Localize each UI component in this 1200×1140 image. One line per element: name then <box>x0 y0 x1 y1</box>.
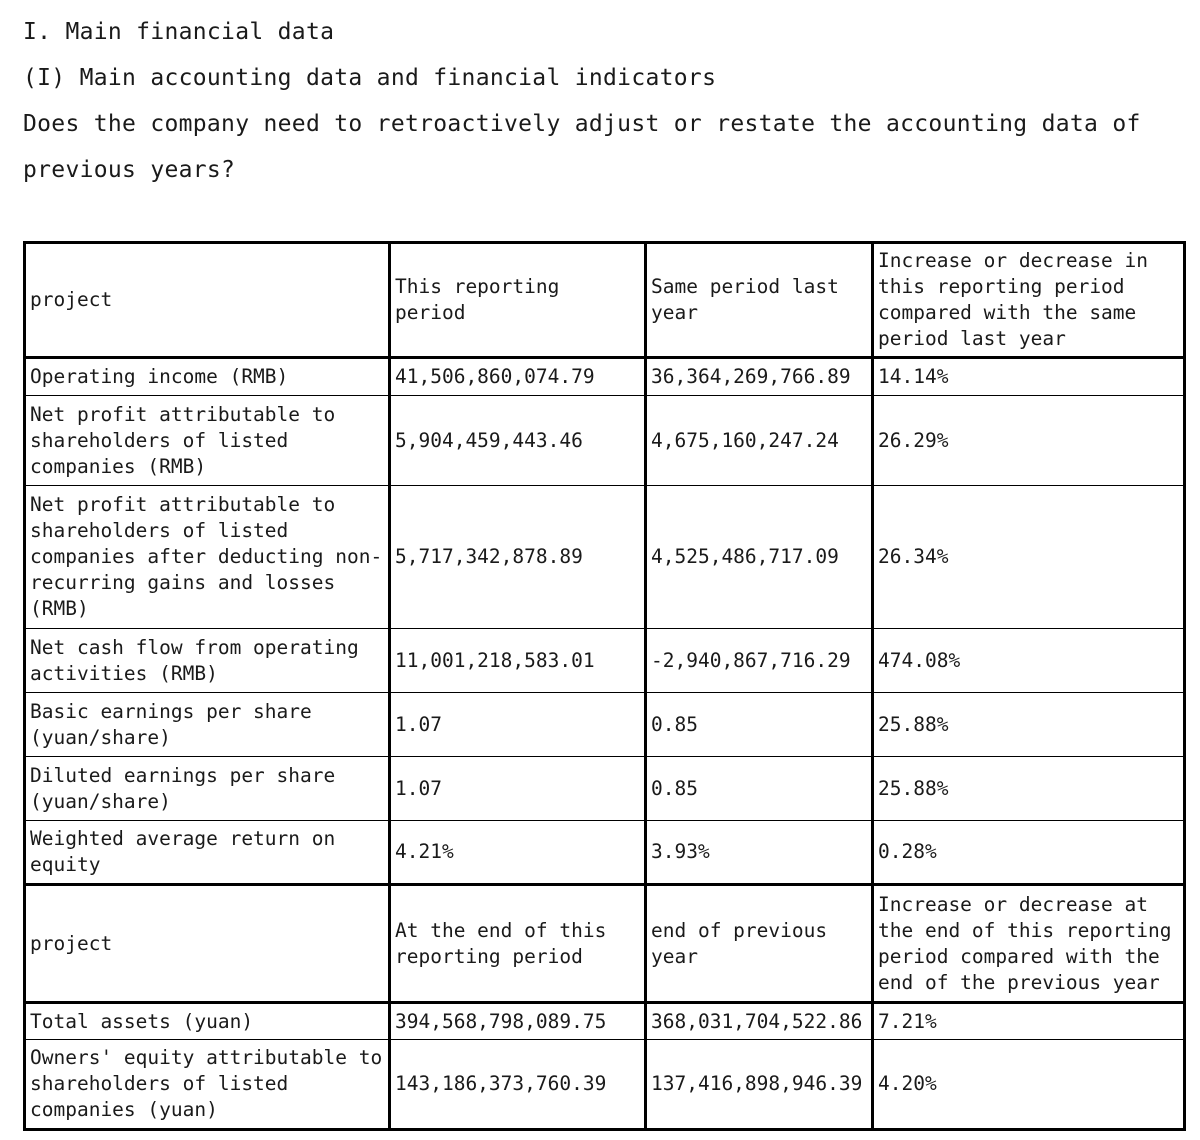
row-change: 474.08% <box>873 629 1185 693</box>
row-end-this-period: 143,186,373,760.39 <box>390 1040 646 1130</box>
row-this-period: 11,001,218,583.01 <box>390 629 646 693</box>
row-last-year: 4,525,486,717.09 <box>646 486 873 629</box>
row-item: Net profit attributable to shareholders of listed companies after deducting non-recurring gains and losses (RMB) <box>25 486 390 629</box>
restate-question-line-1: Does the company need to retroactively adjust or restate the accounting data of <box>23 111 1141 137</box>
row-this-period: 5,717,342,878.89 <box>390 486 646 629</box>
header-end-this-period: At the end of this reporting period <box>390 885 646 1003</box>
header-change: Increase or decrease at the end of this reporting period compared with the end of the previous year <box>873 885 1185 1003</box>
row-item: Operating income (RMB) <box>25 358 390 396</box>
table-row <box>25 486 1185 629</box>
row-change: 0.28% <box>873 821 1185 885</box>
header-this-period: This reporting period <box>390 243 646 358</box>
row-last-year: 3.93% <box>646 821 873 885</box>
row-item: Net profit attributable to shareholders of listed companies (RMB) <box>25 396 390 486</box>
header-project: project <box>25 885 390 1003</box>
header-same-period-last-year: Same period last year <box>646 243 873 358</box>
row-change: 25.88% <box>873 757 1185 821</box>
table-row <box>25 757 1185 821</box>
row-end-previous-year: 137,416,898,946.39 <box>646 1040 873 1130</box>
row-end-this-period: 394,568,798,089.75 <box>390 1003 646 1040</box>
table-row <box>25 1003 1185 1040</box>
row-last-year: 0.85 <box>646 757 873 821</box>
row-change: 7.21% <box>873 1003 1185 1040</box>
header-change: Increase or decrease in this reporting period compared with the same period last year <box>873 243 1185 358</box>
row-change: 4.20% <box>873 1040 1185 1130</box>
row-change: 25.88% <box>873 693 1185 757</box>
table-row <box>25 693 1185 757</box>
row-item: Weighted average return on equity <box>25 821 390 885</box>
row-change: 14.14% <box>873 358 1185 396</box>
row-this-period: 4.21% <box>390 821 646 885</box>
row-item: Diluted earnings per share (yuan/share) <box>25 757 390 821</box>
row-last-year: 36,364,269,766.89 <box>646 358 873 396</box>
table-row <box>25 1040 1185 1130</box>
row-change: 26.29% <box>873 396 1185 486</box>
header-row-period <box>25 243 1185 358</box>
row-last-year: 0.85 <box>646 693 873 757</box>
row-this-period: 5,904,459,443.46 <box>390 396 646 486</box>
table-row <box>25 629 1185 693</box>
row-end-previous-year: 368,031,704,522.86 <box>646 1003 873 1040</box>
row-this-period: 1.07 <box>390 757 646 821</box>
restate-question-line-2: previous years? <box>23 157 236 183</box>
header-end-previous-year: end of previous year <box>646 885 873 1003</box>
row-change: 26.34% <box>873 486 1185 629</box>
row-item: Total assets (yuan) <box>25 1003 390 1040</box>
row-item: Basic earnings per share (yuan/share) <box>25 693 390 757</box>
table-row <box>25 358 1185 396</box>
financial-data-table <box>23 241 1186 1131</box>
row-item: Net cash flow from operating activities (RMB) <box>25 629 390 693</box>
row-this-period: 41,506,860,074.79 <box>390 358 646 396</box>
table-row <box>25 821 1185 885</box>
row-this-period: 1.07 <box>390 693 646 757</box>
row-last-year: -2,940,867,716.29 <box>646 629 873 693</box>
row-last-year: 4,675,160,247.24 <box>646 396 873 486</box>
subsection-heading: (I) Main accounting data and financial indicators <box>23 65 717 91</box>
section-heading: I. Main financial data <box>23 19 335 45</box>
header-project: project <box>25 243 390 358</box>
header-row-balance <box>25 885 1185 1003</box>
table-row <box>25 396 1185 486</box>
row-item: Owners' equity attributable to shareholders of listed companies (yuan) <box>25 1040 390 1130</box>
